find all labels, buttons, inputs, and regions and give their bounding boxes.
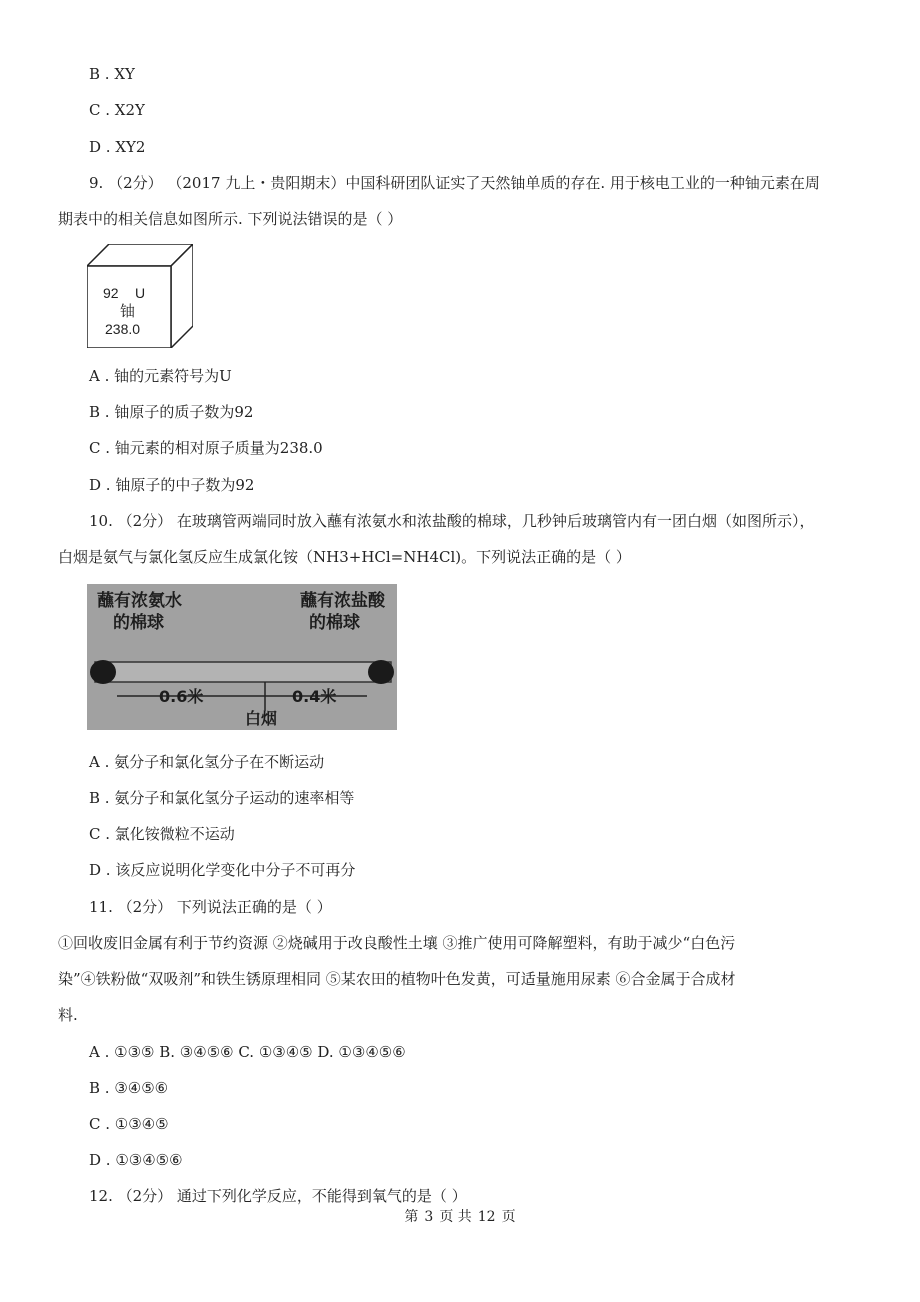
left-distance-label: 0.6米 <box>159 687 204 706</box>
q10-option-d: D . 该反应说明化学变化中分子不可再分 <box>89 861 356 879</box>
q9-option-b: B . 铀原子的质子数为92 <box>89 403 254 421</box>
cube-symbol: U <box>135 285 146 301</box>
q9-stem-line2: 期表中的相关信息如图所示. 下列说法错误的是（ ） <box>58 210 403 228</box>
q10-option-a: A . 氨分子和氯化氢分子在不断运动 <box>89 753 325 771</box>
q12-stem-line1: 12. （2分） 通过下列化学反应，不能得到氧气的是（ ） <box>89 1187 467 1205</box>
cube-element-name: 铀 <box>120 302 136 320</box>
q9-option-c: C . 铀元素的相对原子质量为238.0 <box>89 439 323 457</box>
cube-atomic-mass: 238.0 <box>105 321 141 337</box>
left-label-line2: 的棉球 <box>113 613 164 633</box>
q10-option-c: C . 氯化铵微粒不运动 <box>89 825 235 843</box>
q10-option-b: B . 氨分子和氯化氢分子运动的速率相等 <box>89 789 355 807</box>
q10-stem-line1: 10. （2分） 在玻璃管两端同时放入蘸有浓氨水和浓盐酸的棉球，几秒钟后玻璃管内有一团白烟（如图所示）， <box>89 512 815 530</box>
left-cotton-ball <box>90 660 116 684</box>
footer-suffix: 页 <box>501 1209 516 1225</box>
q11-stem-line4: 料. <box>58 1006 78 1024</box>
footer-middle: 页 共 <box>439 1209 472 1225</box>
q9-option-d: D . 铀原子的中子数为92 <box>89 476 255 494</box>
footer-total-pages: 12 <box>477 1209 496 1225</box>
q11-stem-line3: 染”④铁粉做“双吸剂”和铁生锈原理相同 ⑤某农田的植物叶色发黄，可适量施用尿素 ⑥合金属于合成材 <box>58 970 736 988</box>
smoke-label: 白烟 <box>245 709 278 728</box>
glass-tube-photo <box>87 584 397 730</box>
q9-option-a: A . 铀的元素符号为U <box>89 367 232 385</box>
right-distance-label: 0.4米 <box>292 687 337 706</box>
page-footer <box>0 1208 920 1226</box>
q8-option-b: B . XY <box>89 65 135 83</box>
q11-option-a: A . ①③⑤ B. ③④⑤⑥ C. ①③④⑤ D. ①③④⑤⑥ <box>89 1043 406 1061</box>
footer-page-number: 3 <box>424 1209 434 1225</box>
left-label-line1: 蘸有浓氨水 <box>97 591 182 611</box>
q9-stem-line1: 9. （2分） （2017 九上・贵阳期末）中国科研团队证实了天然铀单质的存在. 用于核电工业的一种铀元素在周 <box>89 174 820 192</box>
q11-stem-line2: ①回收废旧金属有利于节约资源 ②烧碱用于改良酸性土壤 ③推广使用可降解塑料，有助于减少“白色污 <box>58 934 736 952</box>
q11-option-c: C . ①③④⑤ <box>89 1115 169 1133</box>
q10-stem-line2: 白烟是氨气与氯化氢反应生成氯化铵（NH3+HCl=NH4Cl)。下列说法正确的是（ ） <box>58 548 631 566</box>
right-cotton-ball <box>368 660 394 684</box>
q11-option-d: D . ①③④⑤⑥ <box>89 1151 183 1169</box>
q8-option-c: C . X2Y <box>89 101 145 119</box>
glass-tube <box>95 662 391 682</box>
right-label-line2: 的棉球 <box>309 613 360 633</box>
cube-atomic-number: 92 <box>103 285 119 301</box>
q11-option-b: B . ③④⑤⑥ <box>89 1079 169 1097</box>
uranium-element-cube <box>87 244 193 348</box>
right-label-line1: 蘸有浓盐酸 <box>300 591 385 611</box>
footer-prefix: 第 <box>404 1209 419 1225</box>
q8-option-d: D . XY2 <box>89 138 146 156</box>
q11-stem-line1: 11. （2分） 下列说法正确的是（ ） <box>89 898 332 916</box>
